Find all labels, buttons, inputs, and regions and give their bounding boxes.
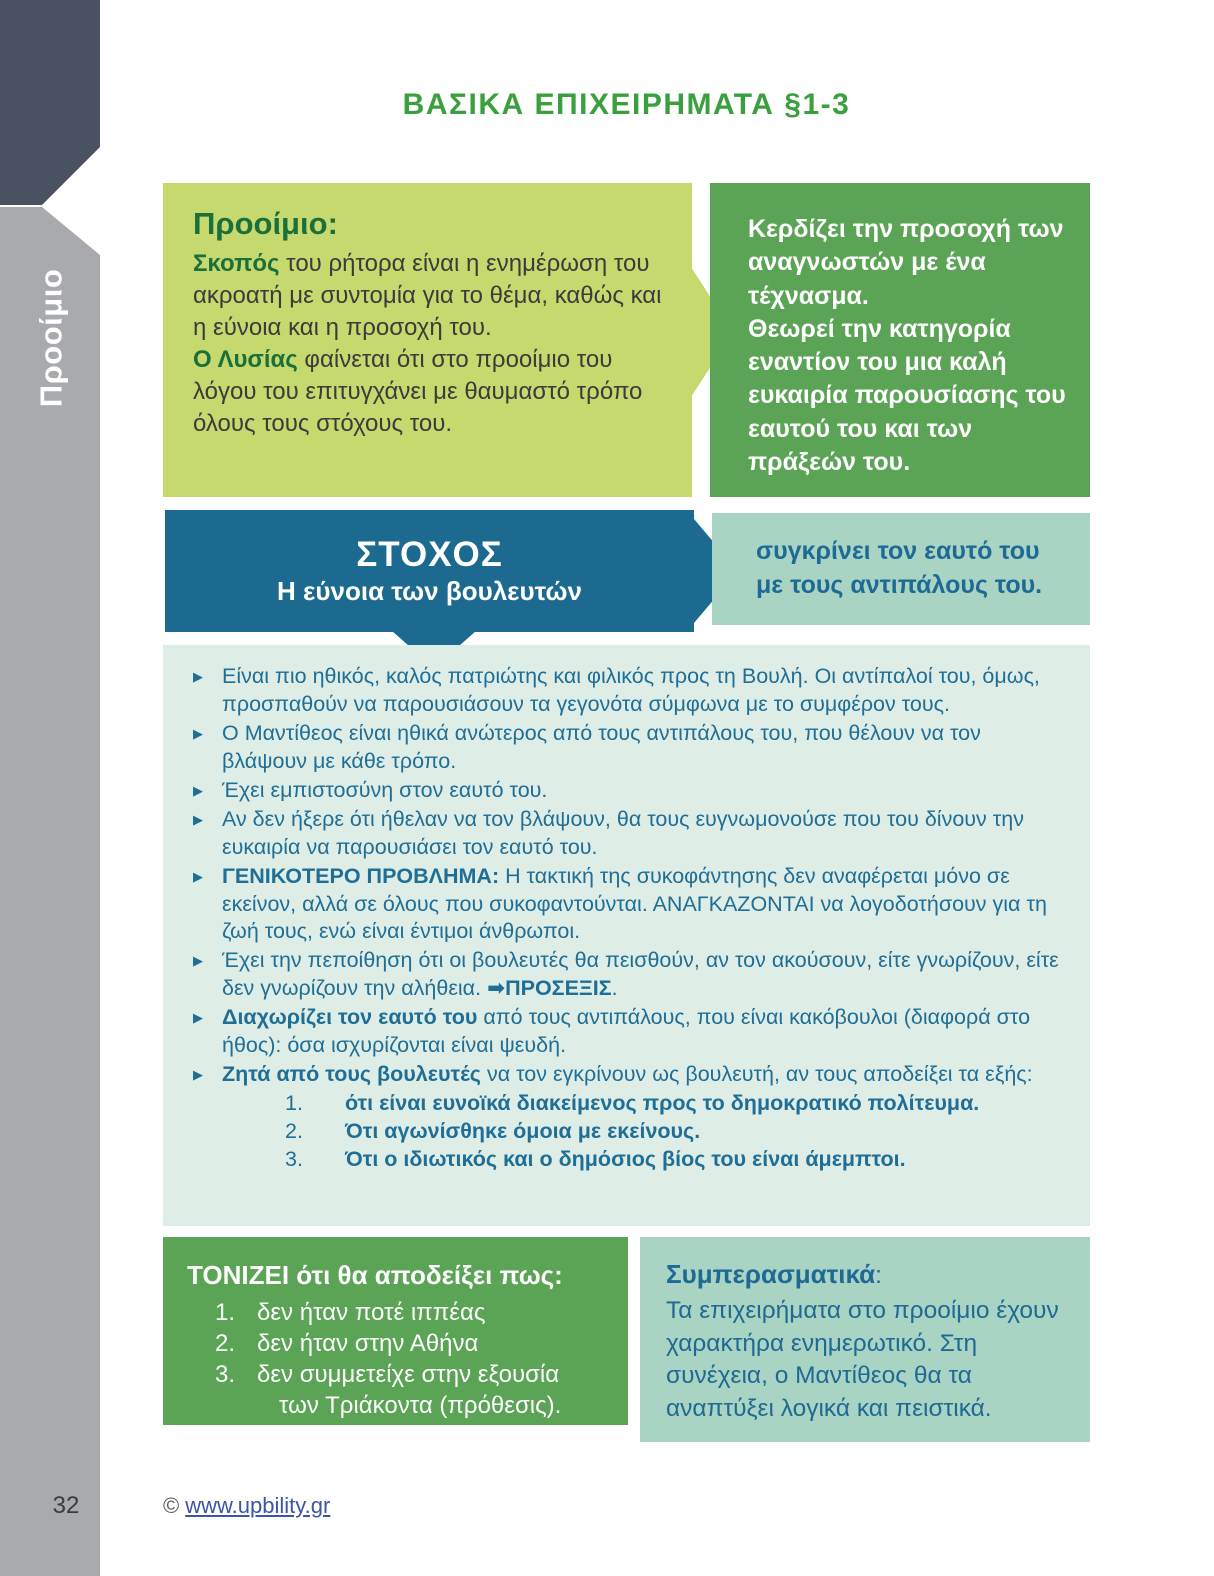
prooimio-box — [163, 183, 692, 497]
bullet-text: Αν δεν ήξερε ότι ήθελαν να τον βλάψουν, θα τους ευγνωμονούσε που του δίνουν την ευκαιρία να παρουσιάσει τον εαυτό του. — [222, 806, 1024, 859]
bullet-item — [193, 806, 1068, 862]
compare-text: συγκρίνει τον εαυτό του με τους αντιπάλους του. — [756, 537, 1043, 599]
bullet-item — [193, 777, 1068, 805]
bullet-item — [193, 720, 1068, 776]
bullet-text: Έχει την πεποίθηση ότι οι βουλευτές θα πεισθούν, αν τον ακούσουν, είτε γνωρίζουν, είτε δεν γνωρίζουν την αλήθεια. ➡ΠΡΟΣΕΞΙΣ. — [222, 948, 1059, 1001]
numbered-item-text: Ότι αγωνίσθηκε όμοια με εκείνους. — [345, 1119, 701, 1143]
sidebar-label-wrap — [0, 238, 102, 438]
bullet-item — [193, 663, 1068, 719]
bullet-triangle-icon: ▶ — [193, 868, 203, 884]
compare-box — [712, 513, 1090, 625]
bullet-triangle-icon: ▶ — [193, 1067, 203, 1083]
attention-box — [710, 183, 1090, 497]
numbered-item-number: 2. — [285, 1119, 303, 1143]
bullet-triangle-icon: ▶ — [193, 669, 203, 684]
stoxos-title: ΣΤΟΧΟΣ — [356, 534, 503, 574]
bullet-item — [193, 947, 1068, 1003]
numbered-item-text: ότι είναι ευνοϊκά διακείμενος προς το δημοκρατικό πολίτευμα. — [345, 1091, 980, 1116]
bullet-text: Διαχωρίζει τον εαυτό του από τους αντιπάλους, που είναι κακόβουλοι (διαφορά στο ήθος): όσα ισχυρίζονται είναι ψευδή. — [222, 1005, 1031, 1058]
numbered-item-number: 3. — [285, 1146, 303, 1171]
prooimio-heading: Προοίμιο: — [193, 206, 338, 241]
numbered-item — [193, 1118, 1068, 1146]
attention-paragraph-1: Κερδίζει την προσοχή των αναγνωστών με ένα τέχνασμα. — [748, 215, 1064, 310]
bullet-item — [193, 863, 1068, 947]
bullet-item — [193, 1004, 1068, 1060]
bullet-text: Έχει εμπιστοσύνη στον εαυτό του. — [222, 777, 548, 802]
sidebar-dark-tab — [0, 0, 100, 205]
bullet-triangle-icon: ▶ — [193, 725, 203, 741]
prooimio-lead-skopos: Σκοπός — [193, 250, 287, 278]
bullet-text: Είναι πιο ηθικός, καλός πατριώτης και φιλικός προς τη Βουλή. Οι αντίπαλοί του, όμως, προσπαθούν να παρουσιάσουν τα γεγονότα σύμφωνα με το συμφέρον τους. — [222, 664, 1040, 716]
tonizei-item-text: δεν ήταν στην Αθήνα — [257, 1329, 479, 1357]
conclusion-body: Τα επιχειρήματα στο προοίμιο έχουν χαρακτήρα ενημερωτικό. Στη συνέχεια, ο Μαντίθεος θα τα αναπτύξει λογικά και πειστικά. — [666, 1296, 1059, 1423]
tonizei-item-text: δεν συμμετείχε στην εξουσία — [257, 1361, 560, 1389]
footer-copyright — [163, 1493, 330, 1519]
prooimio-paragraph-1 — [193, 248, 664, 344]
conclusion-heading-row — [666, 1257, 1072, 1293]
sidebar-section-label: Προοίμιο — [33, 268, 69, 408]
prooimio-text-2: φαίνεται ότι στο προοίμιο του λόγου του επιτυγχάνει με θαυμαστό τρόπο όλους τους στόχους του. — [193, 345, 643, 437]
bullet-triangle-icon: ▶ — [193, 811, 203, 827]
page-title: ΒΑΣΙΚΑ ΕΠΙΧΕΙΡΗΜΑΤΑ §1-3 — [402, 88, 851, 121]
page-number: 32 — [52, 1492, 80, 1519]
conclusion-heading-colon: : — [875, 1262, 882, 1289]
prooimio-text-1: του ρήτορα είναι η ενημέρωση του ακροατή με συντομία για το θέμα, καθώς και η εύνοια και η προσοχή του. — [193, 250, 662, 342]
numbered-item — [193, 1146, 1068, 1174]
tonizei-item — [187, 1359, 614, 1390]
bullet-text: Ζητά από τους βουλευτές να τον εγκρίνουν ως βουλευτή, αν τους αποδείξει τα εξής: — [222, 1062, 1033, 1087]
tonizei-item — [187, 1297, 614, 1328]
conclusion-box — [640, 1237, 1090, 1442]
bullet-triangle-icon: ▶ — [193, 1010, 203, 1026]
copyright-symbol: © — [163, 1493, 180, 1518]
arguments-box — [163, 645, 1090, 1226]
attention-paragraph-2: Θεωρεί την κατηγορία εναντίον του μια καλή ευκαιρία παρουσίασης του εαυτού του και των πράξεών του. — [748, 314, 1066, 476]
numbered-item-text: Ότι ο ιδιωτικός και ο δημόσιος βίος του είναι άμεμπτοι. — [345, 1146, 906, 1171]
numbered-item-number: 1. — [285, 1091, 303, 1116]
tonizei-item — [187, 1328, 614, 1359]
tonizei-item-text: δεν ήταν ποτέ ιππέας — [257, 1298, 486, 1326]
tonizei-box — [163, 1237, 628, 1425]
prooimio-lead-lysias: Ο Λυσίας — [193, 345, 305, 373]
tonizei-heading: ΤΟΝΙΖΕΙ ότι θα αποδείξει πως: — [187, 1260, 563, 1290]
stoxos-subtitle: Η εύνοια των βουλευτών — [277, 575, 582, 606]
prooimio-paragraph-2 — [193, 344, 664, 440]
bullet-text: ΓΕΝΙΚΟΤΕΡΟ ΠΡΟΒΛΗΜΑ: Η τακτική της συκοφάντησης δεν αναφέρεται μόνο σε εκείνον, αλλά σε όλους που συκοφαντούνται. ΑΝΑΓΚΑΖΟΝΤΑΙ να λογοδοτήσουν για τη ζωή τους, ενώ είναι έντιμοι άνθρωποι. — [222, 863, 1047, 944]
numbered-item — [193, 1090, 1068, 1118]
bullet-triangle-icon: ▶ — [193, 782, 203, 798]
sidebar-ribbon — [0, 0, 102, 1576]
conclusion-heading: Συμπερασματικά — [666, 1259, 876, 1289]
tonizei-item-text-line2: των Τριάκοντα (πρόθεσις). — [279, 1392, 562, 1420]
bullet-text: Ο Μαντίθεος είναι ηθικά ανώτερος από τους αντιπάλους του, που θέλουν να τον βλάψουν με κάθε τρόπο. — [222, 720, 981, 773]
stoxos-box — [165, 510, 694, 632]
tonizei-item-number: 1. — [215, 1298, 236, 1326]
tonizei-item-number: 2. — [215, 1329, 236, 1357]
tonizei-item-number: 3. — [215, 1361, 236, 1389]
bullet-triangle-icon: ▶ — [193, 953, 203, 969]
bullet-item — [193, 1061, 1068, 1089]
upbility-link[interactable]: www.upbility.gr — [185, 1493, 331, 1518]
